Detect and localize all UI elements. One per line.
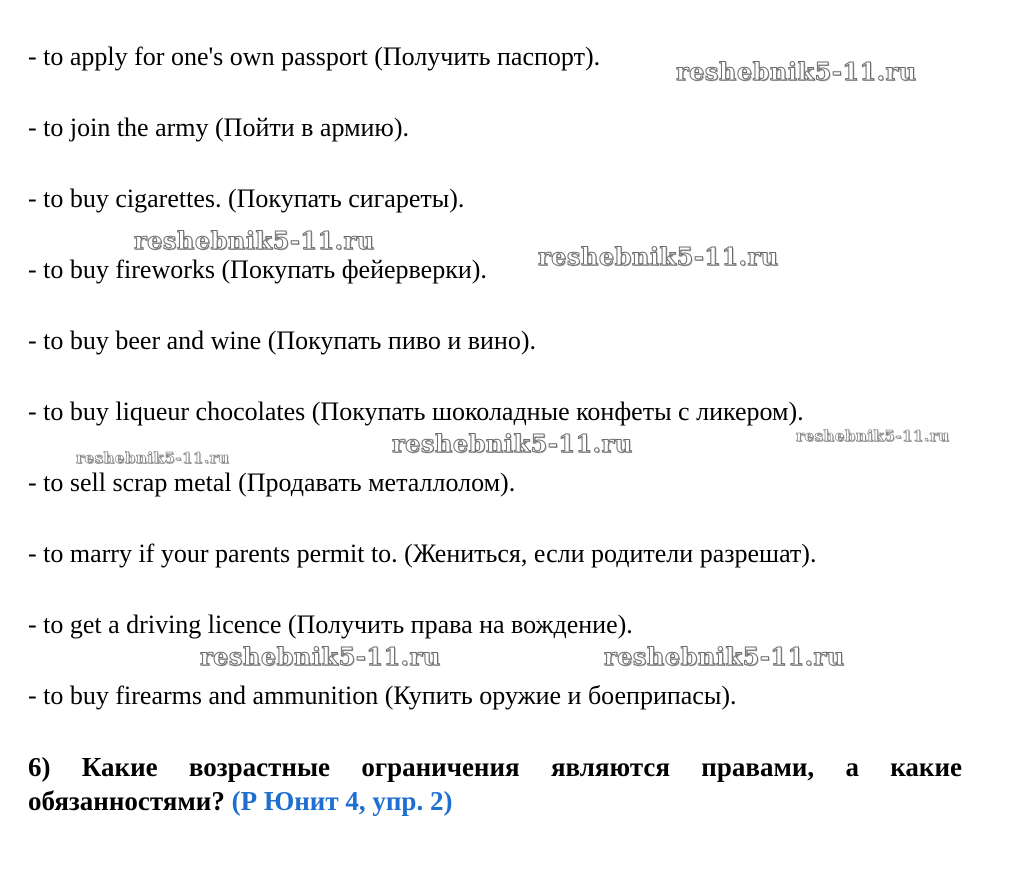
list-item: - to buy beer and wine (Покупать пиво и вино). xyxy=(28,326,537,355)
list-item: - to get a driving licence (Получить права на вождение). xyxy=(28,610,633,639)
watermark: reshebnik5-11.ru xyxy=(76,449,230,467)
list-item: - to marry if your parents permit to. (Жениться, если родители разрешат). xyxy=(28,539,817,568)
question-heading xyxy=(28,750,962,818)
list-item: - to sell scrap metal (Продавать металлолом). xyxy=(28,468,516,497)
watermark: reshebnik5-11.ru xyxy=(200,642,441,671)
list-item: - to buy firearms and ammunition (Купить оружие и боеприпасы). xyxy=(28,681,737,710)
question-reference: (Р Юнит 4, упр. 2) xyxy=(231,786,453,816)
watermark: reshebnik5-11.ru xyxy=(676,57,917,86)
watermark: reshebnik5-11.ru xyxy=(796,427,950,445)
watermark: reshebnik5-11.ru xyxy=(392,429,633,458)
list-item: - to buy cigarettes. (Покупать сигареты). xyxy=(28,184,465,213)
list-item: - to join the army (Пойти в армию). xyxy=(28,113,410,142)
list-item: - to buy fireworks (Покупать фейерверки). xyxy=(28,255,487,284)
list-item: - to buy liqueur chocolates (Покупать шоколадные конфеты с ликером). xyxy=(28,397,804,426)
question-text: 6) Какие возрастные ограничения являются правами, а какие обязанностями? xyxy=(28,752,962,816)
watermark: reshebnik5-11.ru xyxy=(538,242,779,271)
list-item: - to apply for one's own passport (Получить паспорт). xyxy=(28,42,601,71)
watermark: reshebnik5-11.ru xyxy=(134,226,375,255)
watermark: reshebnik5-11.ru xyxy=(604,642,845,671)
